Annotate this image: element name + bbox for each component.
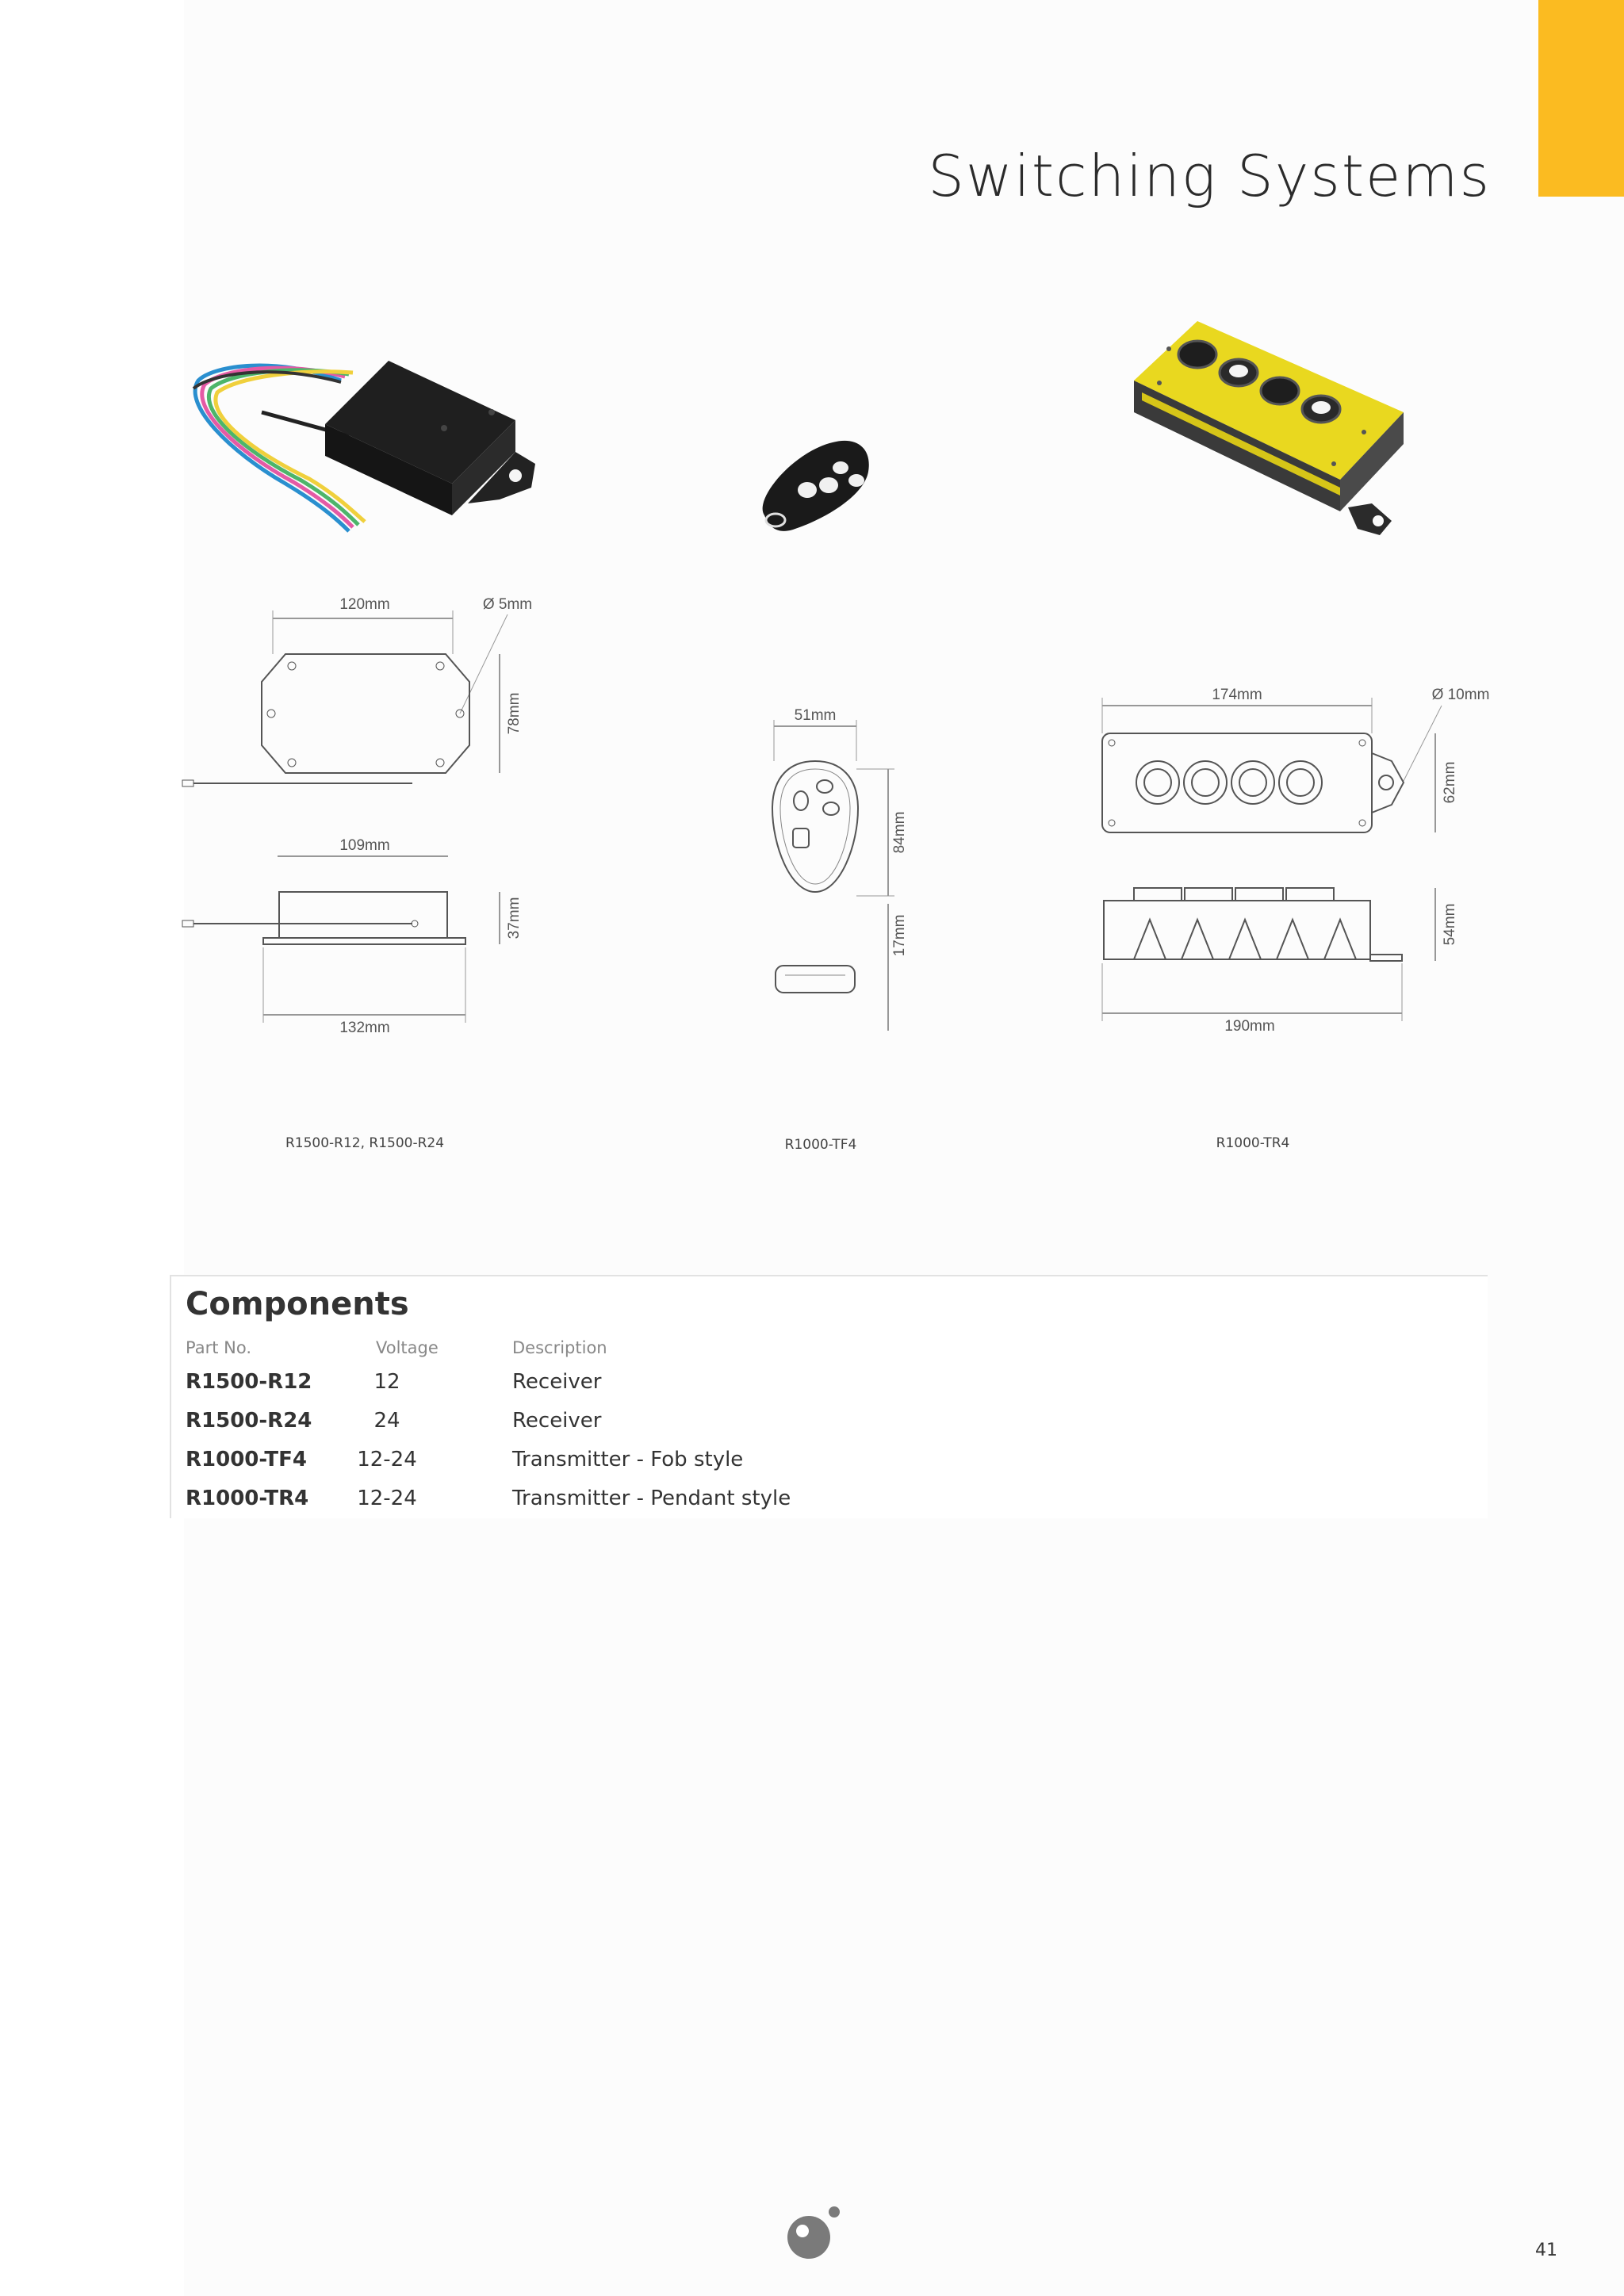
dim-pendant-base: 190mm	[1224, 1018, 1275, 1035]
voltage: 12-24	[357, 1487, 417, 1510]
pendant-dimension-drawing	[1086, 674, 1507, 1039]
table-row	[171, 1370, 1123, 1406]
dim-width-top: 120mm	[339, 596, 390, 613]
fob-photo	[753, 428, 896, 547]
description: Transmitter - Fob style	[512, 1448, 744, 1471]
header-part-no: Part No.	[186, 1338, 251, 1357]
description: Transmitter - Pendant style	[512, 1487, 791, 1510]
description: Receiver	[512, 1409, 602, 1433]
page-number: 41	[1535, 2241, 1557, 2260]
dim-pendant-height: 62mm	[1442, 761, 1458, 804]
pendant-photo	[1110, 313, 1419, 551]
header-voltage: Voltage	[376, 1338, 439, 1357]
dim-pendant-width: 174mm	[1212, 687, 1262, 703]
dim-pendant-hole: Ø 10mm	[1431, 687, 1490, 703]
part-number: R1500-R24	[186, 1409, 312, 1433]
dim-width-mid: 109mm	[339, 837, 390, 854]
receiver-photo	[182, 333, 539, 547]
description: Receiver	[512, 1370, 602, 1394]
part-number: R1000-TF4	[186, 1448, 307, 1471]
receiver-caption: R1500-R12, R1500-R24	[285, 1135, 445, 1151]
dim-fob-depth: 17mm	[891, 914, 908, 957]
dim-hole: Ø 5mm	[482, 596, 533, 613]
part-number: R1500-R12	[186, 1370, 312, 1394]
voltage: 12	[373, 1370, 400, 1394]
table-row	[171, 1448, 1123, 1484]
voltage: 24	[373, 1409, 400, 1433]
page-title: Switching Systems	[928, 143, 1491, 209]
dim-pendant-side-height: 54mm	[1442, 903, 1458, 946]
table-row	[171, 1487, 1123, 1523]
dim-fob-height: 84mm	[891, 811, 908, 854]
dim-fob-width: 51mm	[794, 707, 837, 724]
dim-height-top: 78mm	[506, 692, 523, 735]
brand-logo-icon	[785, 2204, 842, 2261]
fob-dimension-drawing	[761, 706, 920, 1039]
part-number: R1000-TR4	[186, 1487, 309, 1510]
voltage: 12-24	[357, 1448, 417, 1471]
components-title: Components	[186, 1286, 409, 1322]
components-section	[170, 1275, 1488, 1518]
receiver-dimension-drawing	[174, 587, 571, 1039]
dim-width-base: 132mm	[339, 1020, 390, 1036]
accent-bar	[1538, 0, 1624, 197]
pendant-caption: R1000-TR4	[1216, 1135, 1290, 1151]
fob-caption: R1000-TF4	[784, 1137, 857, 1153]
header-description: Description	[512, 1338, 607, 1357]
table-row	[171, 1409, 1123, 1445]
dim-height-side: 37mm	[506, 897, 523, 939]
